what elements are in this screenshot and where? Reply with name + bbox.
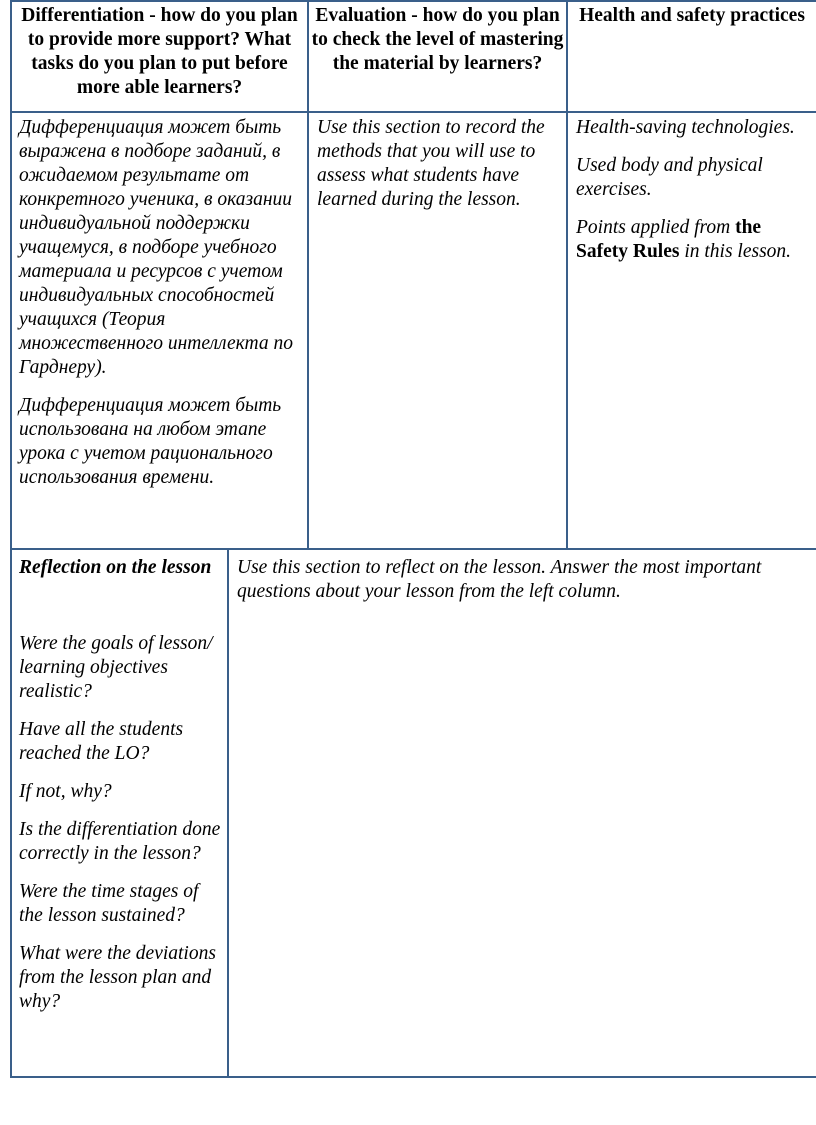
health-safety-cell <box>576 116 816 264</box>
reflection-bottom-border <box>10 1076 816 1078</box>
reflection-answer-cell <box>237 556 813 604</box>
evaluation-text: Use this section to record the methods that you will use to assess what students have learned during the lesson. <box>317 117 545 210</box>
header-evaluation: Evaluation - how do you plan to check the level of mastering the material by learners? <box>311 5 564 74</box>
health-paragraph-1: Health-saving technologies. <box>576 117 795 138</box>
differentiation-paragraph-2: Дифференциация может быть использована на любом этапе урока с учетом рационального использования времени. <box>19 395 282 488</box>
table-left-border <box>10 0 12 1078</box>
reflection-question-5: Were the time stages of the lesson sustained? <box>19 881 199 926</box>
reflection-questions-cell <box>19 556 225 1014</box>
column-divider-1 <box>307 0 309 549</box>
column-divider-2 <box>566 0 568 549</box>
differentiation-cell <box>19 116 305 490</box>
reflection-title: Reflection on the lesson <box>19 557 212 578</box>
header-bottom-border <box>10 111 816 113</box>
reflection-question-4: Is the differentiation done correctly in the lesson? <box>19 819 221 864</box>
header-health-safety: Health and safety practices <box>579 5 805 26</box>
safety-rules-emphasis: the Safety Rules <box>576 217 762 262</box>
health-paragraph-2: Used body and physical exercises. <box>576 155 763 200</box>
reflection-divider <box>227 548 229 1078</box>
differentiation-paragraph-1: Дифференциация может быть выражена в подборе заданий, в ожидаемом результате от конкретного ученика, в оказании индивидуальной поддержки учащемуся, в подборе учебного материала и ресурсов с учетом индивидуальных способностей учащихся (Теория множественного интеллекта по Гарднеру). <box>19 117 293 378</box>
reflection-question-2: Have all the students reached the LO? <box>19 719 184 764</box>
health-paragraph-3 <box>576 216 816 264</box>
reflection-question-6: What were the deviations from the lesson plan and why? <box>19 943 216 1012</box>
table-top-border <box>10 0 816 2</box>
top-table-bottom-border <box>10 548 816 550</box>
evaluation-cell <box>317 116 562 212</box>
reflection-question-1: Were the goals of lesson/ learning objectives realistic? <box>19 633 213 702</box>
header-differentiation: Differentiation - how do you plan to provide more support? What tasks do you plan to put before more able learners? <box>21 5 298 98</box>
reflection-question-3: If not, why? <box>19 781 112 802</box>
health-paragraph-3-end: in this lesson. <box>679 241 792 262</box>
health-paragraph-3-start: Points applied from <box>576 217 736 238</box>
reflection-instruction: Use this section to reflect on the lesson. Answer the most important questions about your lesson from the left column. <box>237 557 762 602</box>
